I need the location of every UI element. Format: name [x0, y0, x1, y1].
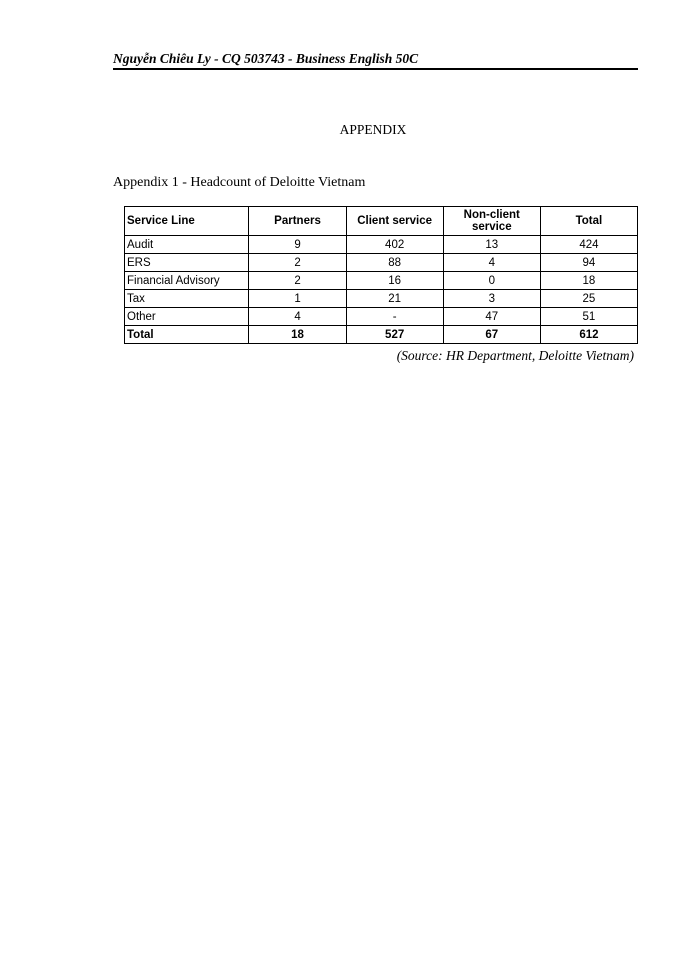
cell-service-line: Tax: [125, 290, 249, 308]
source-note: (Source: HR Department, Deloitte Vietnam): [396, 348, 634, 363]
cell-non-client-service: 47: [443, 308, 540, 326]
table-row: [125, 272, 638, 290]
column-header-total: Total: [540, 207, 637, 236]
cell-service-line: Audit: [125, 236, 249, 254]
table-row: [125, 308, 638, 326]
cell-client-service: 16: [346, 272, 443, 290]
total-partners: 18: [249, 326, 346, 344]
cell-client-service: 21: [346, 290, 443, 308]
table-row: [125, 290, 638, 308]
appendix-subtitle: Appendix 1 - Headcount of Deloitte Vietnam: [113, 175, 366, 190]
cell-partners: 9: [249, 236, 346, 254]
cell-total: 94: [540, 254, 637, 272]
cell-service-line: Other: [125, 308, 249, 326]
cell-service-line: ERS: [125, 254, 249, 272]
cell-client-service: 402: [346, 236, 443, 254]
cell-total: 51: [540, 308, 637, 326]
column-header-non-client-service: Non-client service: [443, 207, 540, 236]
table-row: [125, 254, 638, 272]
cell-total: 25: [540, 290, 637, 308]
cell-partners: 1: [249, 290, 346, 308]
cell-partners: 4: [249, 308, 346, 326]
cell-client-service: -: [346, 308, 443, 326]
header-text: Nguyễn Chiêu Ly - CQ 503743 - Business English 50C: [113, 51, 419, 66]
column-header-partners: Partners: [249, 207, 346, 236]
cell-non-client-service: 13: [443, 236, 540, 254]
cell-non-client-service: 3: [443, 290, 540, 308]
appendix-title: APPENDIX: [339, 122, 407, 137]
table-row: [125, 236, 638, 254]
cell-non-client-service: 4: [443, 254, 540, 272]
page-header: [113, 50, 638, 70]
total-client-service: 527: [346, 326, 443, 344]
column-header-client-service: Client service: [346, 207, 443, 236]
table-header-row: [125, 207, 638, 236]
cell-partners: 2: [249, 272, 346, 290]
cell-non-client-service: 0: [443, 272, 540, 290]
cell-service-line: Financial Advisory: [125, 272, 249, 290]
headcount-table: [124, 206, 638, 344]
cell-client-service: 88: [346, 254, 443, 272]
cell-total: 424: [540, 236, 637, 254]
cell-partners: 2: [249, 254, 346, 272]
cell-total: 18: [540, 272, 637, 290]
column-header-service-line: Service Line: [125, 207, 249, 236]
total-non-client-service: 67: [443, 326, 540, 344]
table-total-row: [125, 326, 638, 344]
total-label: Total: [125, 326, 249, 344]
total-total: 612: [540, 326, 637, 344]
